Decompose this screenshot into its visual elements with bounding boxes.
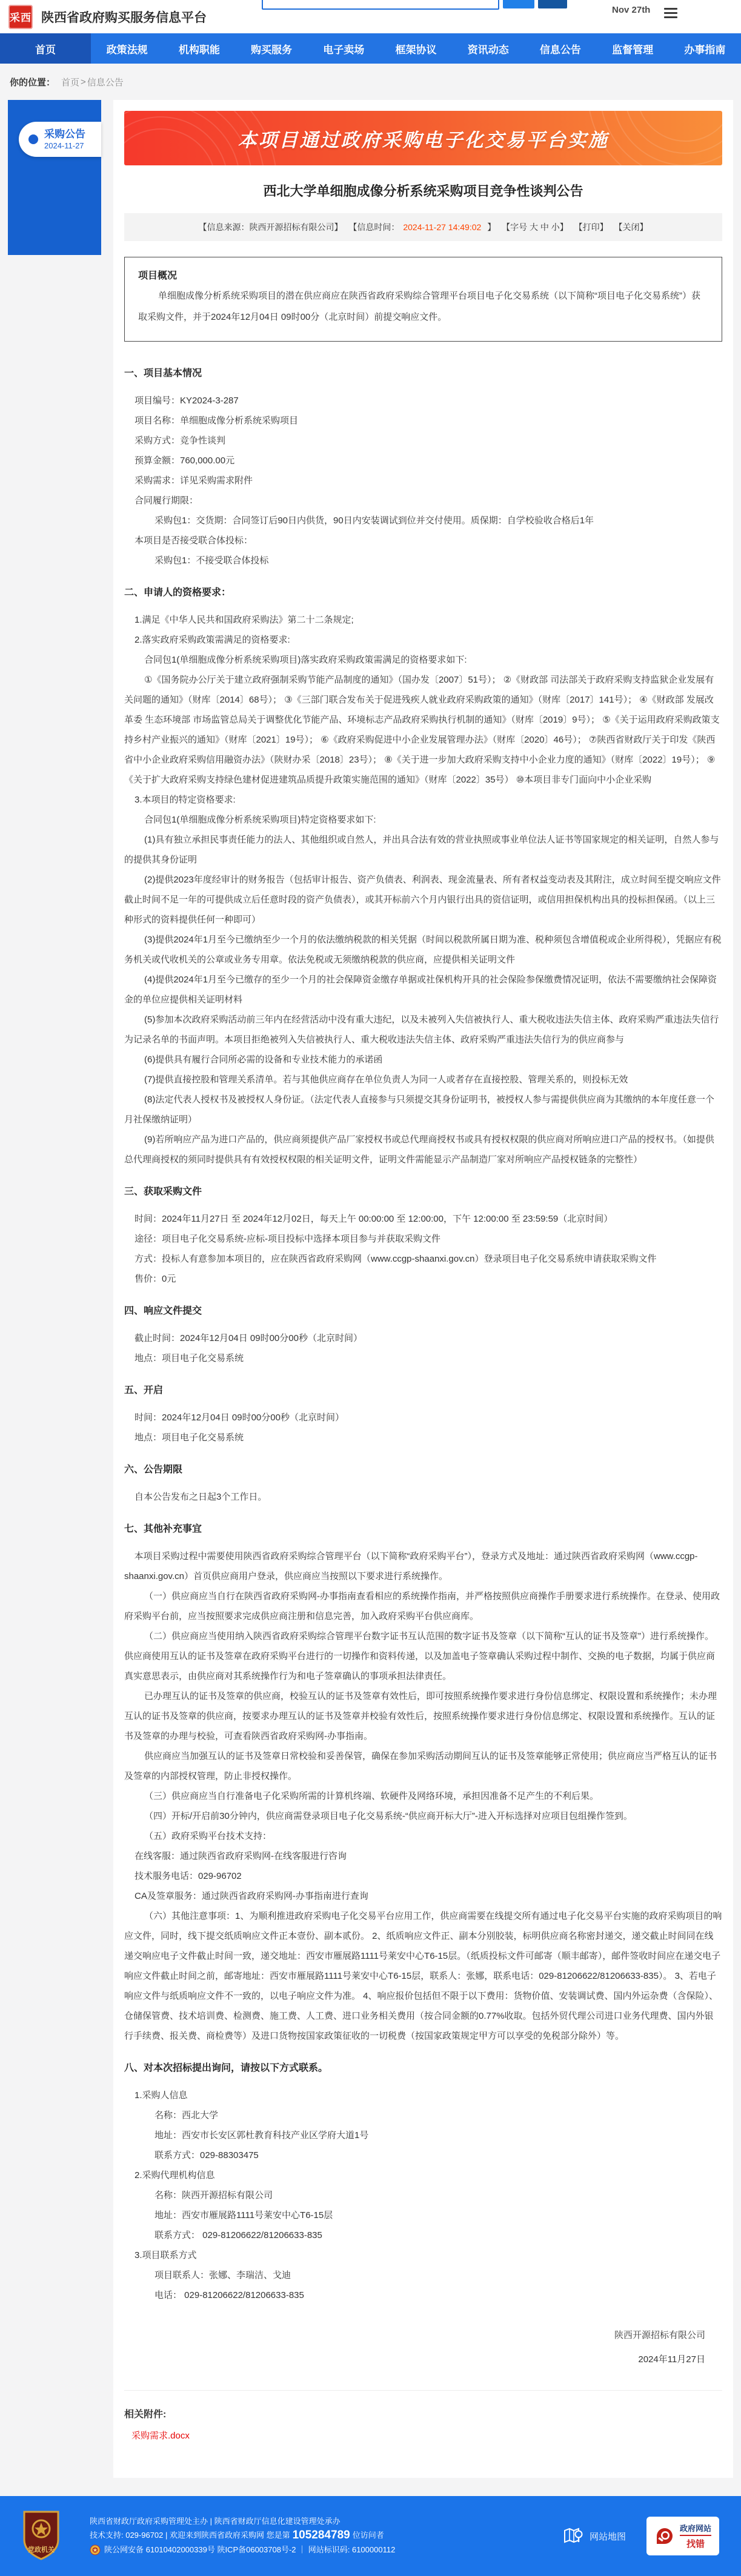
- paragraph: 名称：陕西开源招标有限公司: [155, 2190, 273, 2200]
- paragraph: 地址：西安市长安区郭杜教育科技产业区学府大道1号: [155, 2130, 369, 2141]
- sitemap-icon: [563, 2526, 583, 2546]
- section-heading: 八、对本次招标提出询问，请按以下方式联系。: [124, 2063, 328, 2073]
- paragraph: 项目联系人：张娜、李瑞洁、戈迪: [155, 2270, 291, 2280]
- info-source: 【信息来源：陕西开源招标有限公司】: [198, 222, 343, 232]
- party-government-emblem-icon: [22, 2508, 61, 2564]
- paragraph: 本项目采购过程中需要使用陕西省政府采购综合管理平台（以下简称“政府采购平台”），登录方式及地址：通过陕西省政府采购网（www.ccgp-shaanxi.gov.cn）首页供应商用户登录，供应商应当按照以下要求进行系统操作。: [124, 1551, 698, 1581]
- footer-right: [563, 2517, 719, 2555]
- paragraph: 2.落实政府采购政策需满足的资格要求:: [135, 635, 290, 645]
- nav-item-9[interactable]: 监督管理: [612, 44, 654, 56]
- paragraph: 预算金额：760,000.00元: [135, 455, 235, 466]
- paragraph: 地址：西安市雁展路1111号莱安中心T6-15层: [155, 2210, 333, 2220]
- paragraph: 电话： 029-81206622/81206633-835: [155, 2290, 304, 2300]
- project-overview-box: [124, 257, 722, 342]
- paragraph: 名称：西北大学: [155, 2110, 219, 2121]
- breadcrumb-label: 你的位置：: [10, 77, 56, 88]
- paragraph: 项目名称：单细胞成像分析系统采购项目: [135, 416, 299, 426]
- paragraph: 采购包1：交货期：合同签订后90日内供货，90日内安装调试到位并交付使用。质保期：自学校验收合格后1年: [155, 515, 594, 526]
- paragraph: 技术服务电话：029-96702: [135, 1871, 242, 1881]
- paragraph: 采购方式：竞争性谈判: [135, 435, 226, 446]
- search-button-primary[interactable]: [503, 0, 534, 8]
- paragraph: 联系方式：029-88303475: [155, 2150, 259, 2160]
- paragraph: 已办理互认的证书及签章的供应商，校验互认的证书及签章有效性后，即可按照系统操作要求进行身份信息绑定、权限设置和系统操作；未办理互认的证书及签章的供应商，按要求办理互认的证书及签章并校验有效性后，按照系统操作要求进行身份信息绑定、权限设置和系统操作。互认的证书及签章的办理与校验，可查看陕西省政府采购网-办事指南。: [124, 1691, 717, 1741]
- nav-item-2[interactable]: 政策法规: [106, 44, 148, 56]
- paragraph: (3)提供2024年1月至今已缴纳至少一个月的依法缴纳税款的相关凭据（时间以税款所属日期为准、税种须包含增值税或企业所得税），凭据应有税务机关或代收机关的公章或业务专用章。依法免税或无须缴纳税款的供应商，应提供相关证明文件: [124, 935, 722, 965]
- nav-item-6[interactable]: 框架协议: [395, 44, 437, 56]
- paragraph: 在线客服：通过陕西省政府采购网-在线客服进行咨询: [135, 1851, 347, 1861]
- paragraph: 1.采购人信息: [135, 2090, 188, 2101]
- article-meta-bar: [124, 213, 722, 241]
- overview-heading: 项目概况: [138, 271, 178, 281]
- paragraph: (1)具有独立承担民事责任能力的法人、其他组织或自然人，并出具合法有效的营业执照或事业单位法人证书等国家规定的相关证明，自然人参与的提供其身份证明: [124, 835, 719, 865]
- sidebar-item-procurement-notice[interactable]: [19, 122, 101, 157]
- paragraph: 本项目是否接受联合体投标：: [135, 535, 253, 546]
- paragraph: 项目编号：KY2024-3-287: [135, 396, 239, 406]
- paragraph: (2)提供2023年度经审计的财务报告（包括审计报告、资产负债表、利润表、现金流量表、所有者权益变动表及其附注，成立时间至提交响应文件截止时间不足一年的可提供成立后任意时段的资产负债表），或其开标前六个月内银行出具的资信证明，或信用担保机构出具的投标担保函。（以上三种形式的资料提供任何一种即可）: [124, 875, 721, 925]
- info-time-value: 2024-11-27 14:49:02: [403, 222, 482, 232]
- sitemap-link[interactable]: [563, 2526, 626, 2546]
- breadcrumb-separator: >: [81, 76, 86, 87]
- paragraph: 3.项目联系方式: [135, 2250, 197, 2260]
- paragraph: 售价：0元: [135, 1274, 176, 1284]
- sidebar-tab-date: 2024-11-27: [44, 141, 84, 150]
- section-heading: 四、响应文件提交: [124, 1306, 202, 1316]
- paragraph: (8)法定代表人授权书及被授权人身份证。（法定代表人直接参与只须提交其身份证明书，被授权人参与需提供供应商为其缴纳的本年度任意一个月社保缴纳证明）: [124, 1094, 714, 1125]
- paragraph: 地点：项目电子化交易系统: [135, 1432, 244, 1443]
- section-heading: 五、开启: [124, 1385, 164, 1396]
- paragraph: （五）政府采购平台技术支持：: [144, 1831, 272, 1841]
- banner-text: 本项目通过政府采购电子化交易平台实施: [238, 129, 609, 151]
- bullet-dot-icon: [28, 134, 38, 144]
- paragraph: （六）其他注意事项：1、为顺利推进政府采购电子化交易平台应用工作，供应商需要在线提交所有通过电子化交易平台实施的政府采购项目的响应文件，同时，线下提交纸质响应文件正本壹份、副本贰份。 2、纸质响应文件正、副本分别胶装，标明供应商名称密封递交，递交截止时间同在线递交响应电子文件截止时间一致，递交地址：西安市雁展路1111号莱安中心T6-15层。（纸质投标文件可邮寄（顺丰邮寄），邮件签收时间应在递交电子响应文件截止时间之前，邮寄地址：西安市雁展路1111号莱安中心T6-15层，联系人：张娜，联系电话：029-81206622/81206633-835）。 3、若电子响应文件与纸质响应文件不一致的，以电子响应文件为准。 4、响应报价包括但不限于以下费用：货物价值、安装调试费、国内外运杂费（含保险）、仓储保管费、技术培训费、检测费、施工费、人工费、进口业务相关费用（按合同金额的0.77%收取。包括外贸代理公司进口业务代理费、国内外银行手续费、报关费、商检费等）及进口货物按国家政策征收的一切税费（按国家政策规定甲方可以享受的免税部分除外）等。: [124, 1911, 722, 2041]
- paragraph: 地点：项目电子化交易系统: [135, 1353, 244, 1363]
- attachments-list: [124, 2429, 722, 2442]
- site-logo-icon: 采西: [8, 5, 33, 29]
- paragraph: 联系方式： 029-81206622/81206633-835: [155, 2230, 322, 2240]
- overview-body: 单细胞成像分析系统采购项目的潜在供应商应在陕西省政府采购综合管理平台项目电子化交易系统（以下简称“项目电子化交易系统”）获取采购文件，并于2024年12月04日 09时00分（北京时间）前提交响应文件。: [138, 291, 700, 322]
- paragraph: 时间：2024年12月04日 09时00分00秒（北京时间）: [135, 1412, 344, 1423]
- gov-error-bottom-label: 找错: [686, 2539, 705, 2549]
- close-button[interactable]: 【关闭】: [614, 222, 648, 232]
- search-button-secondary[interactable]: [538, 0, 567, 8]
- paragraph: 采购包1：不接受联合体投标: [155, 555, 269, 566]
- paragraph: (7)提供直接控股和管理关系清单。若与其他供应商存在单位负责人为同一人或者存在直接控股、管理关系的，则投标无效: [144, 1074, 628, 1085]
- search-input[interactable]: [262, 0, 499, 10]
- footer: [0, 2496, 741, 2576]
- paragraph: （一）供应商应当自行在陕西省政府采购网-办事指南查看相应的系统操作指南，并严格按照供应商操作手册要求进行系统操作。在登录、使用政府采购平台前，应当按照要求完成供应商注册和信息完善，加入政府采购平台供应商库。: [124, 1591, 720, 1621]
- paragraph: ①《国务院办公厅关于建立政府强制采购节能产品制度的通知》（国办发〔2007〕51号）； ②《财政部 司法部关于政府采购支持监狱企业发展有关问题的通知》（财库〔2014〕68号）； ③《三部门联合发布关于促进残疾人就业政府采购政策的通知》（财库〔2017〕141号）； ④《财政部 发展改革委 生态环境部 市场监管总局关于调整优化节能产品、环境标志产品政府采购执行机制的通知》（财库〔2019〕9号）； ⑤《关于运用政府采购政策支持乡村产业振兴的通知》（财库〔2021〕19号）； ⑥《政府采购促进中小企业发展管理办法》（财库〔2020〕46号）； ⑦陕西省财政厅关于印发《陕西省中小企业政府采购信用融资办法》（陕财办采〔2018〕23号）； ⑧《关于进一步加大政府采购支持中小企业力度的通知》（财库〔2022〕19号）； ⑨《关于扩大政府采购支持绿色建材促进建筑品质提升政策实施范围的通知》（财库〔2022〕35号） ⑩本项目非专门面向中小企业采购: [124, 675, 720, 785]
- nav-item-3[interactable]: 机构职能: [178, 44, 220, 56]
- main-area: [0, 100, 741, 2478]
- article-card: [113, 100, 733, 2478]
- visitor-count: 105284789: [292, 2529, 350, 2541]
- platform-banner: [124, 111, 722, 165]
- footer-text: [90, 2512, 563, 2560]
- breadcrumb-current-link[interactable]: 信息公告: [87, 77, 124, 88]
- site-title: 陕西省政府购买服务信息平台: [41, 10, 207, 25]
- footer-organizer: 陕西省财政厅政府采购管理处主办 | 陕西省财政厅信息化建设管理处承办: [90, 2517, 341, 2526]
- footer-support-suffix: 位访问者: [352, 2531, 384, 2540]
- top-header: [0, 0, 741, 33]
- signature-line: 陕西开源招标有限公司: [614, 2330, 705, 2340]
- paragraph: 供应商应当加强互认的证书及签章日常校验和妥善保管，确保在参加采购活动期间互认的证书及签章能够正常使用；供应商应当严格互认的证书及签章的内部授权管理，防止非授权操作。: [124, 1751, 717, 1781]
- nav-item-4[interactable]: 购买服务: [251, 44, 293, 56]
- svg-text:党政机关: 党政机关: [28, 2546, 55, 2554]
- paragraph: （二）供应商应当使用纳入陕西省政府采购综合管理平台数字证书互认范围的数字证书及签章（以下简称“互认的证书及签章”）进行系统操作。供应商使用互认的证书及签章在政府采购平台进行的一切操作和资料传递，以及加盖电子签章确认采购过程中制作、交换的电子数据，均属于供应商真实意思表示，由供应商对其系统操作行为和电子签章确认的事项承担法律责任。: [124, 1631, 716, 1681]
- paragraph: (6)提供具有履行合同所必需的设备和专业技术能力的承诺函: [144, 1055, 383, 1065]
- footer-support-prefix: 技术支持: 029-96702 | 欢迎来到陕西省政府采购网 您是第: [90, 2531, 290, 2540]
- attachments-label: 相关附件:: [124, 2409, 167, 2420]
- signature-line: 2024年11月27日: [638, 2354, 705, 2365]
- sidebar-tab-title: 采购公告: [44, 128, 85, 140]
- print-button[interactable]: 【打印】: [574, 222, 608, 232]
- font-size-control[interactable]: 【字号 大 中 小】: [502, 222, 568, 232]
- paragraph: 自本公告发布之日起3个工作日。: [135, 1492, 267, 1502]
- paragraph: 方式：投标人有意参加本项目的，应在陕西省政府采购网（www.ccgp-shaanxi.gov.cn）登录项目电子化交易系统申请获取采购文件: [135, 1254, 657, 1264]
- paragraph: 途径：项目电子化交易系统-应标-项目投标中选择本项目参与并获取采购文件: [135, 1234, 440, 1244]
- footer-icp: [90, 2545, 563, 2555]
- sitemap-label: 网站地图: [589, 2531, 626, 2542]
- paragraph: (4)提供2024年1月至今已缴存的至少一个月的社会保障资金缴存单据或社保机构开具的社会保险参保缴费情况证明，依法不需要缴纳社会保障资金的单位应提供相关证明材料: [124, 975, 717, 1005]
- signature-block: [124, 2323, 722, 2372]
- paragraph: (5)参加本次政府采购活动前三年内在经营活动中没有重大违纪，以及未被列入失信被执行人、重大税收违法失信主体、政府采购严重违法失信行为记录名单的书面声明。本项目拒绝被列入失信被执行人、重大税收违法失信主体、政府采购严重违法失信行为的供应商参与: [124, 1015, 719, 1045]
- section-heading: 三、获取采购文件: [124, 1187, 202, 1197]
- nav-item-10[interactable]: 办事指南: [684, 44, 726, 56]
- section-heading: 二、申请人的资格要求：: [124, 588, 231, 598]
- paragraph: 1.满足《中华人民共和国政府采购法》第二十二条规定;: [135, 615, 354, 625]
- section-heading: 六、公告期限: [124, 1465, 183, 1475]
- footer-support: [90, 2531, 563, 2540]
- gov-site-error-badge[interactable]: [646, 2517, 719, 2555]
- paragraph: （三）供应商应当自行准备电子化采购所需的计算机终端、软硬件及网络环境，承担因准备不足产生的不利后果。: [144, 1791, 599, 1801]
- paragraph: (9)若所响应产品为进口产品的，供应商须提供产品厂家授权书或总代理商授权书或具有授权权限的供应商对所响应进口产品的授权书。（如提供总代理商授权的须同时提供具有有效授权权限的相关证明文件，证明文件需能显示产品制造厂家对所响应产品授权链条的完整性）: [124, 1134, 714, 1165]
- sidebar: [8, 100, 101, 255]
- section-heading: 一、项目基本情况: [124, 368, 202, 379]
- section-heading: 七、其他补充事宜: [124, 1524, 202, 1534]
- attachments-area: [124, 2390, 722, 2442]
- breadcrumb: [0, 64, 741, 100]
- paragraph: 采购需求：详见采购需求附件: [135, 475, 253, 486]
- paragraph: 截止时间：2024年12月04日 09时00分00秒（北京时间）: [135, 1333, 362, 1343]
- paragraph: 时间：2024年11月27日 至 2024年12月02日，每天上午 00:00:00 至 12:00:00，下午 12:00:00 至 23:59:59（北京时间）: [135, 1214, 613, 1224]
- page-title: 西北大学单细胞成像分析系统采购项目竞争性谈判公告: [263, 184, 583, 199]
- main-nav: [0, 33, 741, 64]
- gov-error-top-label: 政府网站: [680, 2522, 711, 2536]
- nav-item-8[interactable]: 信息公告: [539, 44, 581, 56]
- attachment-link[interactable]: 采购需求.docx: [131, 2431, 190, 2441]
- info-time-prefix: 【信息时间：: [348, 222, 400, 232]
- paragraph: 合同包1(单细胞成像分析系统采购项目)落实政府采购政策需满足的资格要求如下:: [144, 655, 467, 665]
- footer-icp-text: 陕公网安备 61010402000339号 陕ICP备06003708号-2 ｜ 网站标识码: 6100000112: [104, 2545, 396, 2554]
- paragraph: 合同包1(单细胞成像分析系统采购项目)特定资格要求如下:: [144, 815, 376, 825]
- header-date: Nov 27th: [612, 5, 651, 15]
- nav-item-5[interactable]: 电子卖场: [323, 44, 365, 56]
- nav-item-7[interactable]: 资讯动态: [467, 44, 509, 56]
- gov-error-logo-icon: [654, 2526, 675, 2546]
- paragraph: CA及签章服务：通过陕西省政府采购网-办事指南进行查询: [135, 1891, 368, 1901]
- paragraph: 合同履行期限：: [135, 495, 199, 506]
- article-sections: [124, 363, 722, 2305]
- breadcrumb-home-link[interactable]: 首页: [61, 77, 80, 88]
- nav-item-1[interactable]: 首页: [0, 33, 91, 64]
- paragraph: 3.本项目的特定资格要求:: [135, 795, 236, 805]
- police-badge-icon: [90, 2545, 101, 2555]
- paragraph: 2.采购代理机构信息: [135, 2170, 215, 2180]
- paragraph: （四）开标/开启前30分钟内，供应商需登录项目电子化交易系统-“供应商开标大厅”-进入开标选择对应项目包组操作签到。: [144, 1811, 633, 1821]
- menu-icon[interactable]: [664, 5, 677, 21]
- info-time-suffix: 】: [485, 222, 496, 232]
